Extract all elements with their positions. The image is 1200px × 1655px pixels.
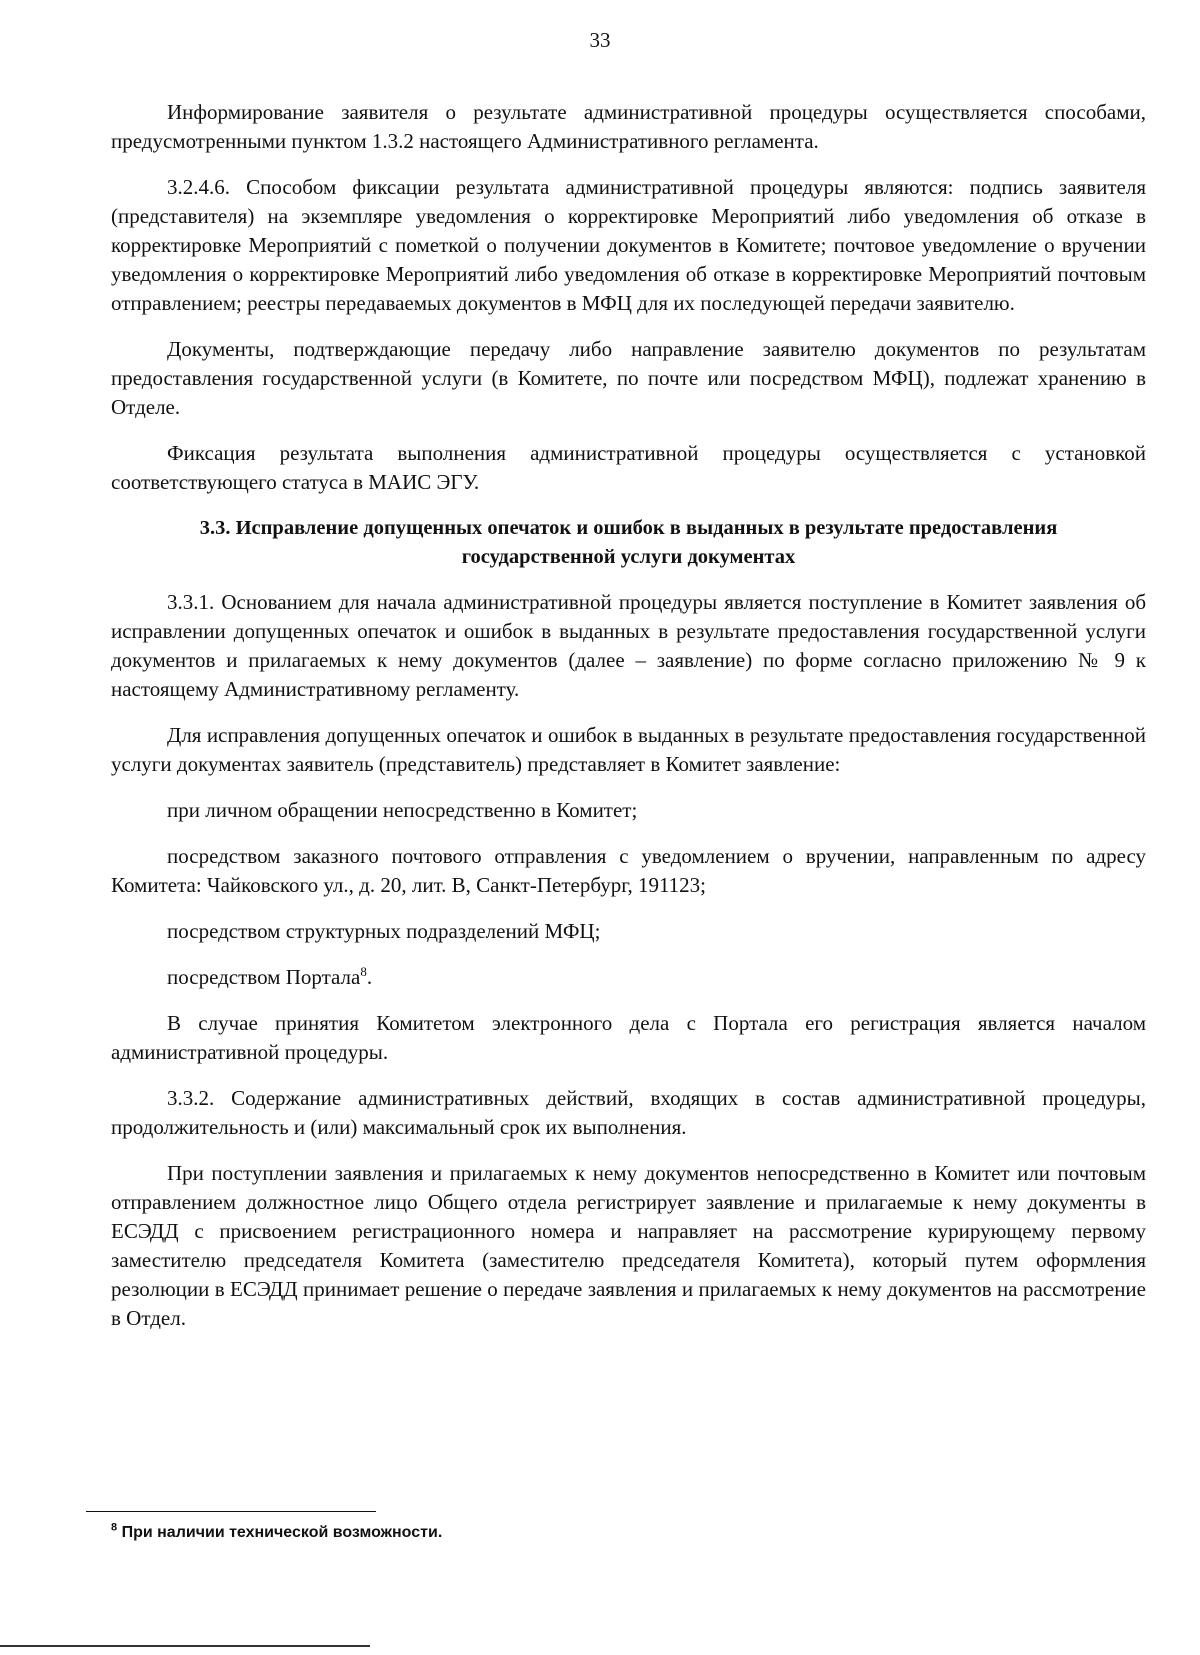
footnote	[111, 1522, 1111, 1544]
footnote-text: При наличии технической возможности.	[117, 1524, 443, 1541]
list-item-portal	[111, 963, 1146, 992]
document-body	[111, 98, 1146, 1350]
page-number: 33	[589, 28, 611, 52]
paragraph-3-3-2: 3.3.2. Содержание административных действий, входящих в состав административной процедуры, продолжительность и (или) максимальный срок их выполнения.	[111, 1086, 1146, 1139]
paragraph-informing: Информирование заявителя о результате административной процедуры осуществляется способами, предусмотренными пунктом 1.3.2 настоящего Административного регламента.	[111, 100, 1146, 153]
portal-line-text: посредством Портала	[167, 965, 361, 989]
paragraph-fixation: Фиксация результата выполнения административной процедуры осуществляется с установкой соответствующего статуса в МАИС ЭГУ.	[111, 441, 1146, 494]
portal-line-end: .	[366, 965, 373, 989]
paragraph-documents-storage: Документы, подтверждающие передачу либо направление заявителю документов по результатам предоставления государственной услуги (в Комитете, по почте или посредством МФЦ), подлежат хранению в Отделе.	[111, 337, 1146, 419]
paragraph-3-2-4-6: 3.2.4.6. Способом фиксации результата административной процедуры являются: подпись заявителя (представителя) на экземпляре уведомления о корректировке Мероприятий либо уведомления об отказе в корректировке Мероприятий с пометкой о получении документов в Комитете; почтовое уведомление о вручении уведомления о корректировке Мероприятий либо уведомления об отказе в корректировке Мероприятий почтовым отправлением; реестры передаваемых документов в МФЦ для их последующей передачи заявителю.	[111, 175, 1146, 315]
list-item-personal: при личном обращении непосредственно в Комитет;	[167, 798, 638, 822]
list-item-mfc: посредством структурных подразделений МФЦ;	[167, 919, 601, 943]
scan-edge-line	[0, 1645, 370, 1647]
footnote-divider	[86, 1511, 376, 1512]
paragraph-correction-submission: Для исправления допущенных опечаток и ошибок в выданных в результате предоставления государственной услуги документах заявитель (представитель) представляет в Комитет заявление:	[111, 723, 1146, 776]
section-heading-3-3: 3.3. Исправление допущенных опечаток и ошибок в выданных в результате предоставления государственной услуги документах	[199, 517, 1058, 568]
paragraph-3-3-1: 3.3.1. Основанием для начала административной процедуры является поступление в Комитет заявления об исправлении допущенных опечаток и ошибок в выданных в результате предоставления государственной услуги документов и прилагаемых к нему документов (далее – заявление) по форме согласно приложению № 9 к настоящему Административному регламенту.	[111, 590, 1146, 701]
paragraph-registration: При поступлении заявления и прилагаемых к нему документов непосредственно в Комитет или почтовым отправлением должностное лицо Общего отдела регистрирует заявление и прилагаемые к нему документы в ЕСЭДД с присвоением регистрационного номера и направляет на рассмотрение курирующему первому заместителю председателя Комитета (заместителю председателя Комитета), который путем оформления резолюции в ЕСЭДД принимает решение о передаче заявления и прилагаемых к нему документов на рассмотрение в Отдел.	[111, 1161, 1146, 1330]
footnote-mark: 8	[111, 1521, 118, 1534]
footnote-reference: 8	[360, 964, 367, 979]
paragraph-electronic-case: В случае принятия Комитетом электронного дела с Портала его регистрация является началом административной процедуры.	[111, 1011, 1146, 1064]
list-item-mail: посредством заказного почтового отправления с уведомлением о вручении, направленным по адресу Комитета: Чайковского ул., д. 20, лит. В, Санкт-Петербург, 191123;	[111, 844, 1146, 897]
